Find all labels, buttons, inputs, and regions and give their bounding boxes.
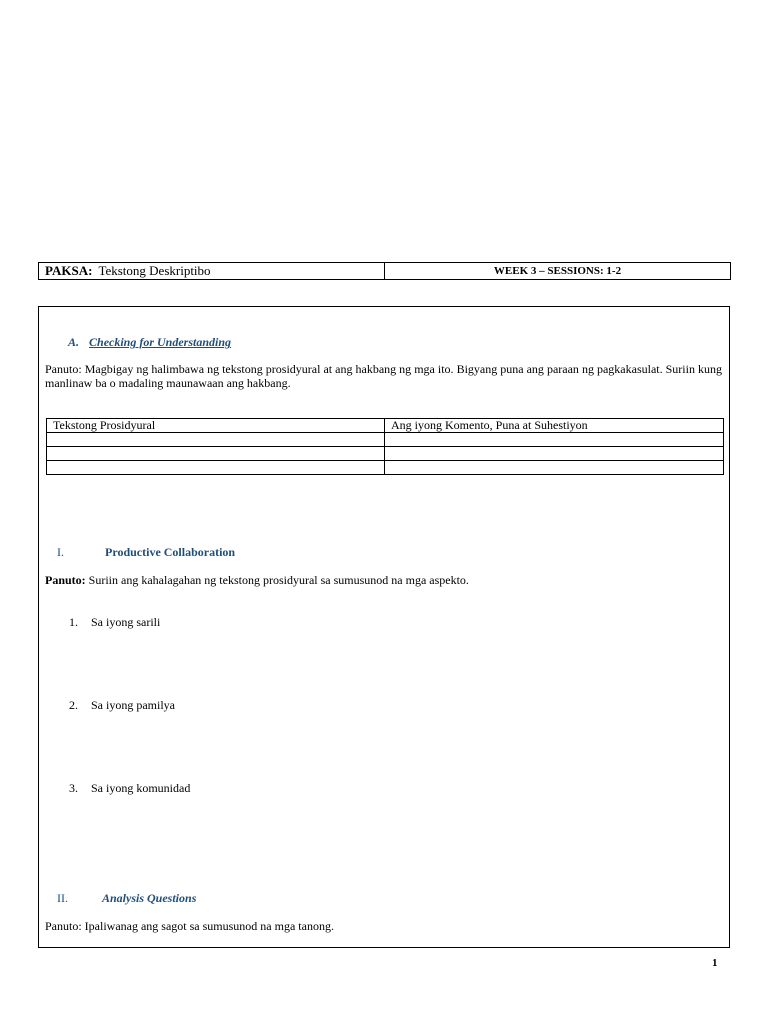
section-ii-heading	[57, 891, 196, 906]
table-cell[interactable]	[47, 447, 385, 461]
list-item-text: Sa iyong pamilya	[91, 698, 175, 712]
list-item-number: 2.	[69, 698, 78, 712]
table-header-cell: Ang iyong Komento, Puna at Suhestiyon	[385, 419, 724, 433]
section-a-title: Checking for Understanding	[89, 335, 232, 349]
table-cell[interactable]	[385, 433, 724, 447]
header-table	[38, 262, 731, 280]
page-number: 1	[712, 957, 718, 969]
table-cell[interactable]	[47, 461, 385, 475]
section-a-number: A.	[68, 335, 80, 349]
table-cell[interactable]	[385, 461, 724, 475]
section-ii-number: II.	[57, 891, 68, 905]
table-header-cell: Tekstong Prosidyural	[47, 419, 385, 433]
section-i-title: Productive Collaboration	[105, 545, 236, 559]
list-item	[69, 781, 190, 796]
paksa-value: Tekstong Deskriptibo	[98, 263, 211, 278]
section-ii-instructions: Panuto: Ipaliwanag ang sagot sa sumusunod na mga tanong.	[45, 919, 334, 933]
paksa-label: PAKSA:	[45, 263, 93, 278]
list-item	[69, 698, 175, 713]
section-i-instructions	[45, 573, 469, 588]
table-row	[47, 433, 724, 447]
table-cell[interactable]	[385, 447, 724, 461]
table-row	[47, 447, 724, 461]
list-item-number: 1.	[69, 615, 78, 629]
section-i-number: I.	[57, 545, 64, 559]
table-row	[47, 461, 724, 475]
section-a-instructions: Panuto: Magbigay ng halimbawa ng tekstong prosidyural at ang hakbang ng mga ito. Bigyang puna ang paraan ng pagkakasulat. Suriin kung manlinaw ba o madaling maunawaan ang hakbang.	[45, 362, 722, 390]
panuto-label: Panuto:	[45, 573, 86, 587]
list-item-text: Sa iyong sarili	[91, 615, 161, 629]
section-a-heading	[68, 335, 231, 350]
section-i-heading	[57, 545, 235, 560]
week-cell: WEEK 3 – SESSIONS: 1-2	[385, 263, 731, 280]
list-item	[69, 615, 160, 630]
paksa-cell	[39, 263, 385, 280]
panuto-text: Suriin ang kahalagahan ng tekstong prosidyural sa sumusunod na mga aspekto.	[85, 573, 469, 587]
header-row	[39, 263, 731, 280]
table-header-row	[47, 419, 724, 433]
worksheet-box	[38, 306, 730, 948]
list-item-number: 3.	[69, 781, 78, 795]
response-table	[46, 418, 724, 475]
section-ii-title: Analysis Questions	[102, 891, 197, 905]
list-item-text: Sa iyong komunidad	[91, 781, 191, 795]
table-cell[interactable]	[47, 433, 385, 447]
